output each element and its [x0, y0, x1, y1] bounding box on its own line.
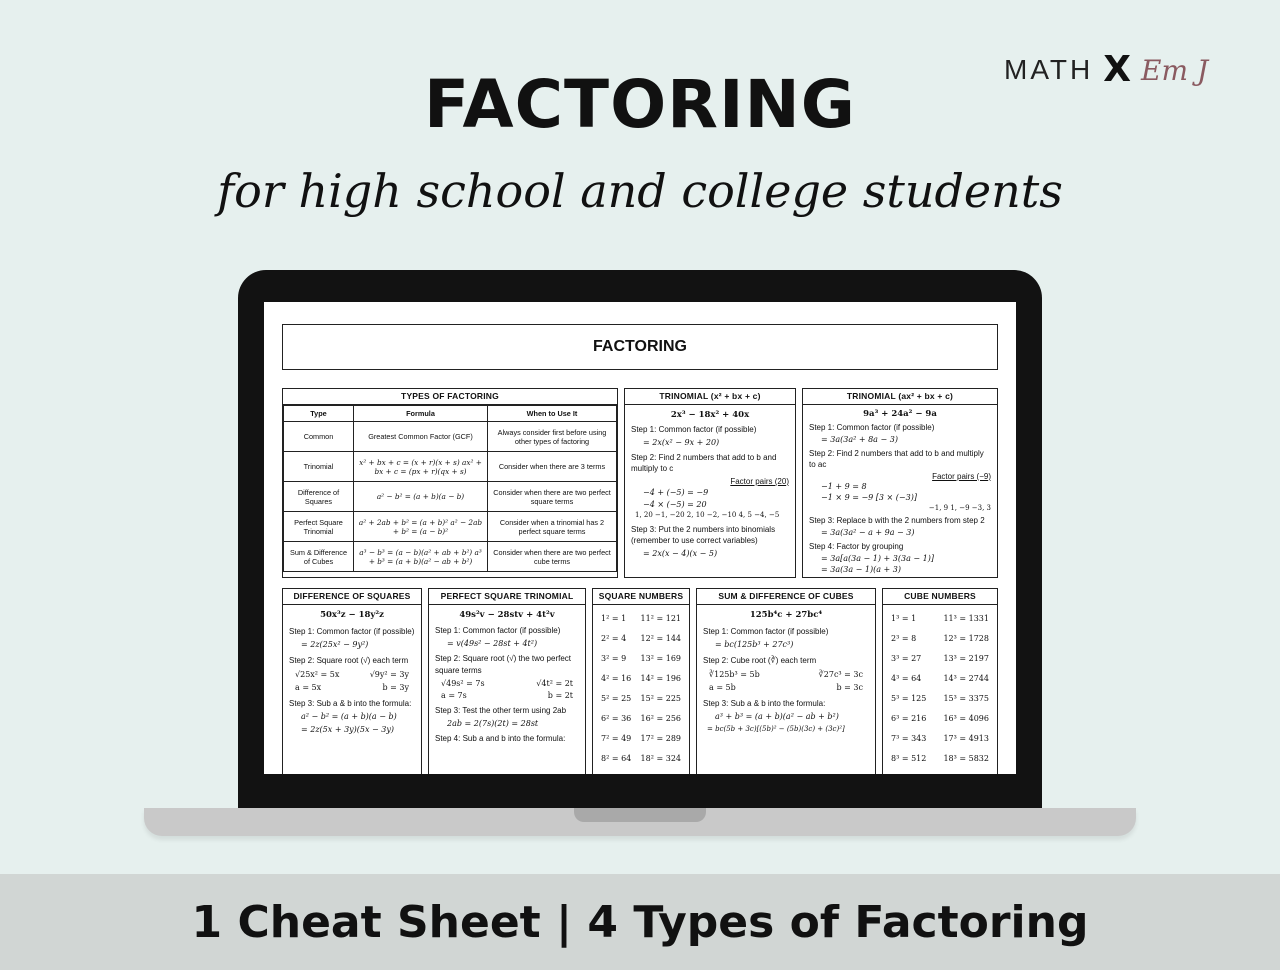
tri1-step1: Step 1: Common factor (if possible)	[631, 425, 757, 435]
brand-signature: Em J	[1141, 53, 1209, 87]
list-item: 7³ = 343	[891, 734, 927, 743]
dos-step1: Step 1: Common factor (if possible)	[289, 626, 415, 636]
cubes-sum-b: b = 3c	[836, 682, 863, 692]
list-item: 8³ = 512	[891, 754, 927, 763]
types-col-when: When to Use It	[488, 406, 617, 422]
cubes-sum-math1: = bc(125b³ + 27c³)	[715, 640, 794, 650]
list-item: 2² = 4	[601, 634, 627, 643]
list-item: 13³ = 2197	[943, 654, 989, 663]
dos-root-b: √9y² = 3y	[369, 669, 409, 679]
tri1-expr: 2x³ − 18x² + 40x	[670, 410, 750, 420]
pst-a: a = 7s	[441, 690, 467, 700]
cubes-sum-a: a = 5b	[709, 682, 736, 692]
tri2-math1: = 3a(3a² + 8a − 3)	[821, 435, 898, 445]
tri2-step3: Step 3: Replace b with the 2 numbers from step 2	[809, 516, 985, 526]
types-cell: Consider when there are two perfect square terms	[488, 482, 617, 512]
squares-heading: SQUARE NUMBERS	[593, 589, 689, 605]
table-row	[284, 452, 617, 482]
list-item: 1³ = 1	[891, 614, 917, 623]
dos-expr: 50x³z − 18y²z	[320, 610, 384, 620]
types-cell: a³ − b³ = (a − b)(a² + ab + b²) a³ + b³ = (a + b)(a² − ab + b²)	[354, 542, 488, 572]
tri1-math3: −4 × (−5) = 20	[643, 499, 707, 509]
bottom-banner	[0, 874, 1280, 970]
types-col-type: Type	[284, 406, 354, 422]
tri2-math3: −1 × 9 = −9 [3 × (−3)]	[821, 493, 917, 503]
types-cell: Greatest Common Factor (GCF)	[354, 422, 488, 452]
types-cell: Perfect Square Trinomial	[284, 512, 354, 542]
pst-expr: 49s²v − 28stv + 4t²v	[459, 610, 555, 620]
cubes-sum-math3: = bc(5b + 3c)[(5b)² − (5b)(3c) + (3c)²]	[707, 725, 845, 734]
tri2-math6: = 3a(3a − 1)(a + 3)	[821, 564, 901, 574]
types-cell: Consider when there are 3 terms	[488, 452, 617, 482]
types-table	[283, 405, 617, 572]
cubes-right-col	[943, 609, 989, 769]
cubes-sum-root-b: ∛27c³ = 3c	[818, 669, 863, 679]
list-item: 8² = 64	[601, 754, 632, 763]
sheet-title: FACTORING	[282, 324, 998, 370]
list-item: 13² = 169	[640, 654, 681, 663]
cubes-left-col	[891, 609, 926, 769]
types-cell: x² + bx + c = (x + r)(x + s) ax² + bx + c = (px + r)(qx + s)	[354, 452, 488, 482]
list-item: 3³ = 27	[891, 654, 922, 663]
dos-heading: DIFFERENCE OF SQUARES	[283, 589, 421, 605]
pst-root-a: √49s² = 7s	[441, 678, 485, 688]
pst-b: b = 2t	[547, 690, 573, 700]
tri1-math1: = 2x(x² − 9x + 20)	[643, 437, 720, 447]
tri2-heading: TRINOMIAL (ax² + bx + c)	[803, 389, 997, 405]
list-item: 15³ = 3375	[943, 694, 989, 703]
list-item: 18² = 324	[640, 754, 681, 763]
dos-math2: a² − b² = (a + b)(a − b)	[301, 712, 397, 722]
tri1-step3: Step 3: Put the 2 numbers into binomials (remember to use correct variables)	[631, 524, 776, 546]
trinomial-complex-panel	[802, 388, 998, 578]
list-item: 6³ = 216	[891, 714, 927, 723]
tri2-step2: Step 2: Find 2 numbers that add to b and multiply to ac	[809, 449, 984, 469]
difference-of-squares-panel	[282, 588, 422, 774]
table-row	[284, 512, 617, 542]
tri1-pairs-label: Factor pairs (20)	[730, 476, 789, 486]
list-item: 12² = 144	[640, 634, 681, 643]
cubes-sum-expr: 125b⁴c + 27bc⁴	[749, 610, 823, 620]
list-item: 4² = 16	[601, 674, 632, 683]
tri2-math5: = 3a[a(3a − 1) + 3(3a − 1)]	[821, 553, 934, 563]
dos-math1: = 2z(25x² − 9y²)	[301, 640, 369, 650]
cubes-heading: CUBE NUMBERS	[883, 589, 997, 605]
sum-difference-cubes-panel	[696, 588, 876, 774]
types-cell: Consider when there are two perfect cube terms	[488, 542, 617, 572]
tri2-step1: Step 1: Common factor (if possible)	[809, 423, 935, 433]
types-panel	[282, 388, 618, 578]
dos-step3: Step 3: Sub a & b into the formula:	[289, 698, 412, 708]
trinomial-simple-panel	[624, 388, 796, 578]
dos-math3: = 2z(5x + 3y)(5x − 3y)	[301, 725, 395, 735]
dos-b: b = 3y	[382, 682, 409, 692]
list-item: 16² = 256	[640, 714, 681, 723]
brand-math: MATH	[1004, 54, 1094, 85]
laptop-screen	[264, 302, 1016, 774]
tri1-pairs: 1, 20 −1, −20 2, 10 −2, −10 4, 5 −4, −5	[635, 511, 780, 520]
types-col-formula: Formula	[354, 406, 488, 422]
cube-numbers-panel	[882, 588, 998, 774]
cubes-sum-root-a: ∛125b³ = 5b	[709, 669, 760, 679]
square-numbers-panel	[592, 588, 690, 774]
list-item: 15² = 225	[640, 694, 681, 703]
banner-text: 1 Cheat Sheet | 4 Types of Factoring	[191, 896, 1089, 948]
pst-step1: Step 1: Common factor (if possible)	[435, 625, 561, 635]
types-heading: TYPES OF FACTORING	[283, 389, 617, 405]
list-item: 7² = 49	[601, 734, 632, 743]
pst-root-b: √4t² = 2t	[536, 678, 573, 688]
types-cell: Always consider first before using other types of factoring	[488, 422, 617, 452]
perfect-square-trinomial-panel	[428, 588, 586, 774]
pst-step2: Step 2: Square root (√) the two perfect square terms	[435, 653, 572, 675]
cubes-sum-step2: Step 2: Cube root (∛) each term	[703, 656, 817, 666]
cubes-sum-heading: SUM & DIFFERENCE OF CUBES	[697, 589, 875, 605]
pst-math1: = v(49s² − 28st + 4t²)	[447, 638, 538, 648]
types-cell: a² + 2ab + b² = (a + b)² a² − 2ab + b² = (a − b)²	[354, 512, 488, 542]
page-title: FACTORING	[424, 66, 856, 143]
tri1-math2: −4 + (−5) = −9	[643, 488, 709, 498]
cubes-sum-step3: Step 3: Sub a & b into the formula:	[703, 698, 826, 708]
table-row	[284, 482, 617, 512]
laptop-notch	[574, 808, 706, 822]
squares-left-col	[601, 609, 631, 769]
tri1-step2: Step 2: Find 2 numbers that add to b and multiply to c	[631, 452, 777, 474]
pst-step4: Step 4: Sub a and b into the formula:	[435, 733, 566, 743]
cubes-sum-math2: a³ + b³ = (a + b)(a² − ab + b²)	[715, 712, 839, 722]
tri2-expr: 9a³ + 24a² − 9a	[863, 409, 937, 419]
list-item: 5³ = 125	[891, 694, 927, 703]
dos-root-a: √25x² = 5x	[295, 669, 340, 679]
list-item: 18³ = 5832	[943, 754, 989, 763]
list-item: 4³ = 64	[891, 674, 922, 683]
types-cell: Consider when a trinomial has 2 perfect square terms	[488, 512, 617, 542]
types-cell: Common	[284, 422, 354, 452]
list-item: 3² = 9	[601, 654, 627, 663]
tri1-heading: TRINOMIAL (x² + bx + c)	[625, 389, 795, 405]
table-row	[284, 542, 617, 572]
list-item: 14³ = 2744	[943, 674, 989, 683]
list-item: 16³ = 4096	[943, 714, 989, 723]
table-row	[284, 422, 617, 452]
pst-step3: Step 3: Test the other term using 2ab	[435, 705, 567, 715]
types-cell: a² − b² = (a + b)(a − b)	[354, 482, 488, 512]
list-item: 2³ = 8	[891, 634, 917, 643]
list-item: 6² = 36	[601, 714, 632, 723]
list-item: 1² = 1	[601, 614, 627, 623]
list-item: 14² = 196	[640, 674, 681, 683]
tri1-math4: = 2x(x − 4)(x − 5)	[643, 548, 718, 558]
tri2-step4: Step 4: Factor by grouping	[809, 542, 904, 552]
list-item: 17³ = 4913	[943, 734, 989, 743]
page-subtitle: for high school and college students	[217, 164, 1063, 218]
tri2-pairs-label: Factor pairs (−9)	[932, 471, 991, 481]
pst-heading: PERFECT SQUARE TRINOMIAL	[429, 589, 585, 605]
list-item: 12³ = 1728	[943, 634, 989, 643]
tri2-math2: −1 + 9 = 8	[821, 482, 867, 492]
squares-right-col	[641, 609, 681, 769]
dos-step2: Step 2: Square root (√) each term	[289, 656, 409, 666]
brand-x: X	[1103, 49, 1132, 90]
tri2-math4: = 3a(3a² − a + 9a − 3)	[821, 528, 915, 538]
pst-math2: 2ab = 2(7s)(2t) = 28st	[447, 718, 539, 728]
list-item: 11² = 121	[640, 614, 681, 623]
list-item: 17² = 289	[640, 734, 681, 743]
types-cell: Trinomial	[284, 452, 354, 482]
dos-a: a = 5x	[295, 682, 322, 692]
tri2-pairs: −1, 9 1, −9 −3, 3	[928, 504, 991, 513]
types-cell: Sum & Difference of Cubes	[284, 542, 354, 572]
types-cell: Difference of Squares	[284, 482, 354, 512]
list-item: 11³ = 1331	[943, 614, 989, 623]
cubes-sum-step1: Step 1: Common factor (if possible)	[703, 626, 829, 636]
list-item: 5² = 25	[601, 694, 632, 703]
